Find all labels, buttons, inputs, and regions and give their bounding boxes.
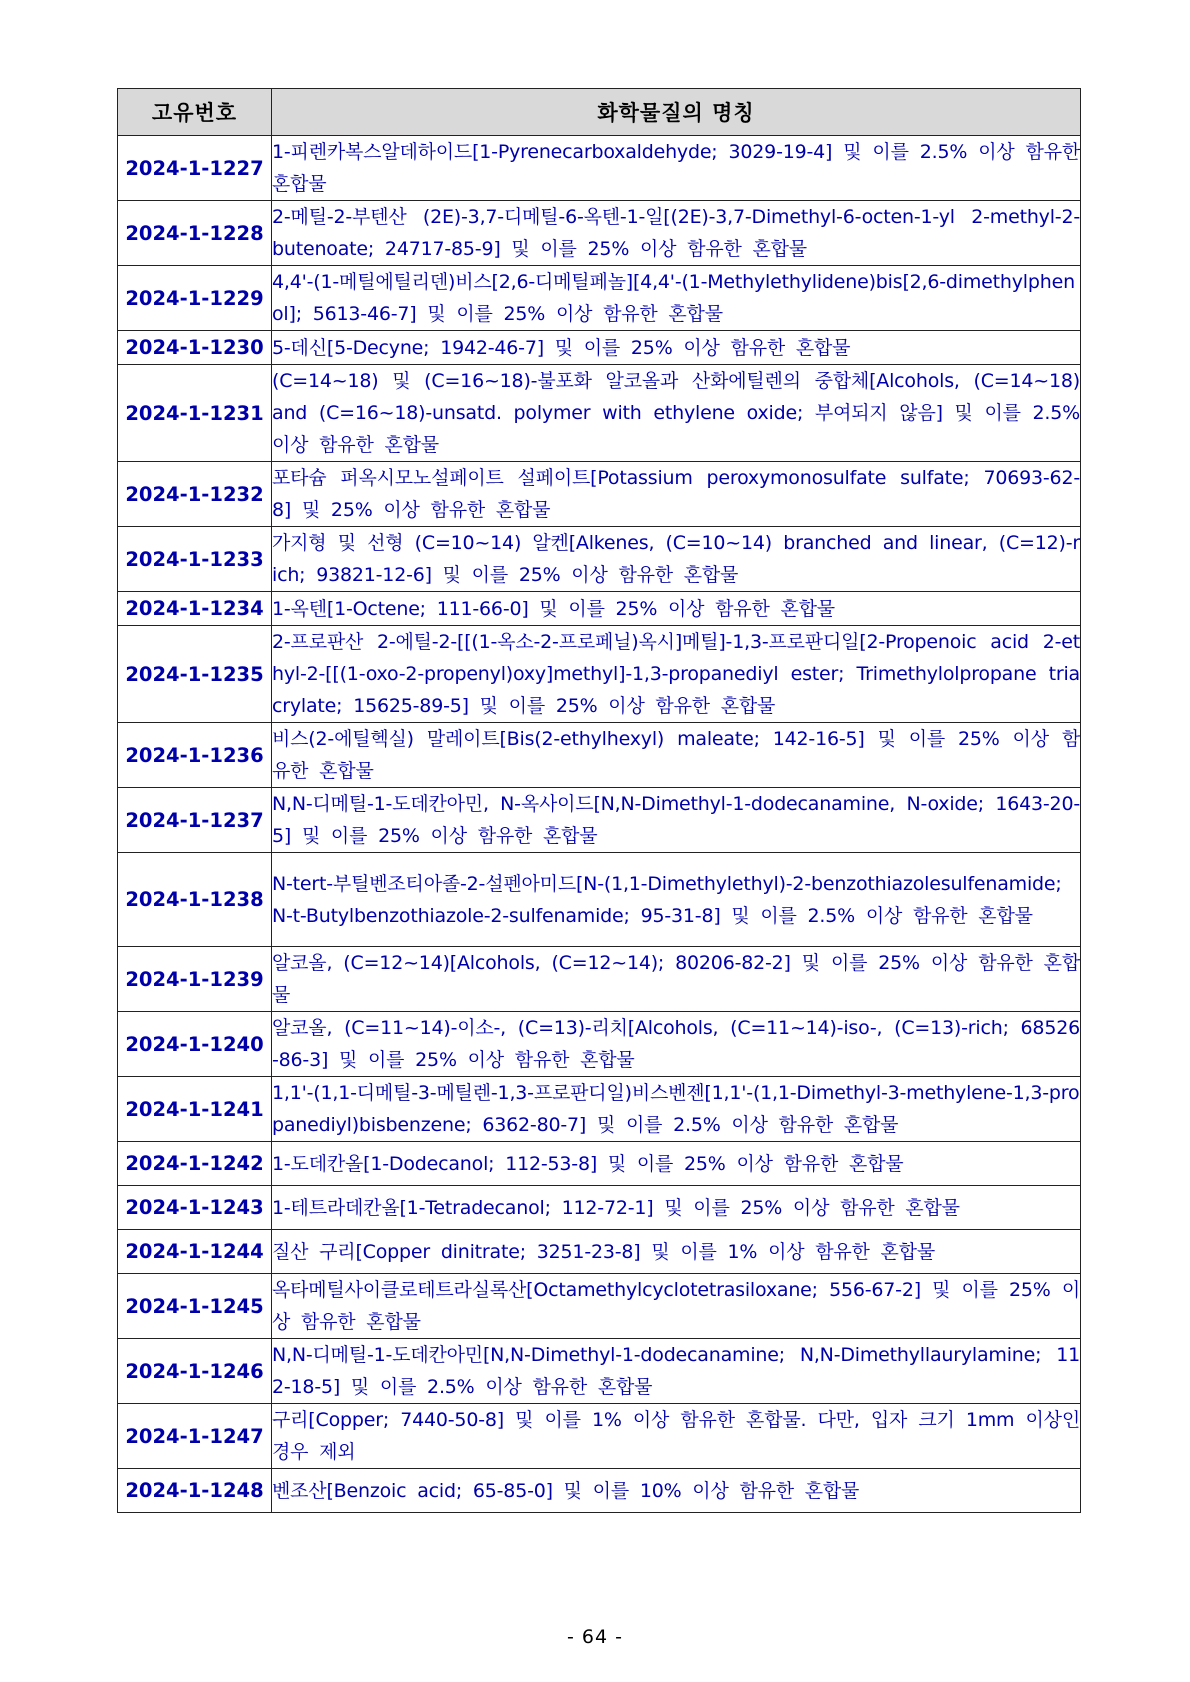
substance-id: 2024-1-1242	[118, 1142, 272, 1186]
substance-id: 2024-1-1233	[118, 527, 272, 592]
substance-id: 2024-1-1231	[118, 365, 272, 462]
table-row	[118, 853, 1081, 947]
table-row	[118, 947, 1081, 1012]
substance-id: 2024-1-1230	[118, 331, 272, 365]
substance-name: 1-옥텐[1-Octene; 111-66-0] 및 이를 25% 이상 함유한 혼합물	[272, 592, 1081, 626]
table-row	[118, 1230, 1081, 1274]
substance-id: 2024-1-1243	[118, 1186, 272, 1230]
table-row	[118, 1142, 1081, 1186]
substance-name: N,N-디메틸-1-도데칸아민, N-옥사이드[N,N-Dimethyl-1-dodecanamine, N-oxide; 1643-20-5] 및 이를 25% 이상 함유한 혼합물	[272, 788, 1081, 853]
header-name: 화학물질의 명칭	[272, 89, 1081, 136]
substance-name: 질산 구리[Copper dinitrate; 3251-23-8] 및 이를 1% 이상 함유한 혼합물	[272, 1230, 1081, 1274]
substance-id: 2024-1-1248	[118, 1469, 272, 1513]
substance-name: 1-테트라데칸올[1-Tetradecanol; 112-72-1] 및 이를 25% 이상 함유한 혼합물	[272, 1186, 1081, 1230]
table-row	[118, 266, 1081, 331]
substance-name: 비스(2-에틸헥실) 말레이트[Bis(2-ethylhexyl) maleate; 142-16-5] 및 이를 25% 이상 함유한 혼합물	[272, 723, 1081, 788]
substance-name: 포타슘 퍼옥시모노설페이트 설페이트[Potassium peroxymonosulfate sulfate; 70693-62-8] 및 25% 이상 함유한 혼합물	[272, 462, 1081, 527]
substance-name: 1,1'-(1,1-디메틸-3-메틸렌-1,3-프로판디일)비스벤젠[1,1'-(1,1-Dimethyl-3-methylene-1,3-propanediyl)bisbenzene; 6362-80-7] 및 이를 2.5% 이상 함유한 혼합물	[272, 1077, 1081, 1142]
substance-name: 가지형 및 선형 (C=10~14) 알켄[Alkenes, (C=10~14) branched and linear, (C=12)-rich; 93821-12-6] 및 이를 25% 이상 함유한 혼합물	[272, 527, 1081, 592]
table-row	[118, 723, 1081, 788]
substance-name: 2-메틸-2-부텐산 (2E)-3,7-디메틸-6-옥텐-1-일[(2E)-3,7-Dimethyl-6-octen-1-yl 2-methyl-2-butenoate; 24717-85-9] 및 이를 25% 이상 함유한 혼합물	[272, 201, 1081, 266]
substance-id: 2024-1-1229	[118, 266, 272, 331]
table-row	[118, 1012, 1081, 1077]
substance-name: 2-프로판산 2-에틸-2-[[(1-옥소-2-프로페닐)옥시]메틸]-1,3-프로판디일[2-Propenoic acid 2-ethyl-2-[[(1-oxo-2-propenyl)oxy]methyl]-1,3-propanediyl ester; Trimethylolpropane triacrylate; 15625-89-5] 및 이를 25% 이상 함유한 혼합물	[272, 626, 1081, 723]
page-number: - 64 -	[567, 1626, 623, 1648]
substance-name: 벤조산[Benzoic acid; 65-85-0] 및 이를 10% 이상 함유한 혼합물	[272, 1469, 1081, 1513]
table-row	[118, 331, 1081, 365]
substance-name: 4,4'-(1-메틸에틸리덴)비스[2,6-디메틸페놀][4,4'-(1-Methylethylidene)bis[2,6-dimethylphenol]; 5613-46-7] 및 이를 25% 이상 함유한 혼합물	[272, 266, 1081, 331]
substance-id: 2024-1-1227	[118, 136, 272, 201]
substance-name: 알코올, (C=11~14)-이소-, (C=13)-리치[Alcohols, (C=11~14)-iso-, (C=13)-rich; 68526-86-3] 및 이를 25% 이상 함유한 혼합물	[272, 1012, 1081, 1077]
substance-id: 2024-1-1246	[118, 1339, 272, 1404]
table-row	[118, 365, 1081, 462]
table-row	[118, 136, 1081, 201]
header-id: 고유번호	[118, 89, 272, 136]
substance-id: 2024-1-1240	[118, 1012, 272, 1077]
table-row	[118, 592, 1081, 626]
substance-id: 2024-1-1235	[118, 626, 272, 723]
substance-id: 2024-1-1245	[118, 1274, 272, 1339]
table-row	[118, 527, 1081, 592]
table-row	[118, 1404, 1081, 1469]
table-row	[118, 1469, 1081, 1513]
chemical-substance-table	[117, 88, 1081, 1513]
substance-id: 2024-1-1234	[118, 592, 272, 626]
table-row	[118, 1077, 1081, 1142]
substance-name: 옥타메틸사이클로테트라실록산[Octamethylcyclotetrasiloxane; 556-67-2] 및 이를 25% 이상 함유한 혼합물	[272, 1274, 1081, 1339]
substance-name: N,N-디메틸-1-도데칸아민[N,N-Dimethyl-1-dodecanamine; N,N-Dimethyllaurylamine; 112-18-5] 및 이를 2.5% 이상 함유한 혼합물	[272, 1339, 1081, 1404]
substance-id: 2024-1-1237	[118, 788, 272, 853]
substance-name: 알코올, (C=12~14)[Alcohols, (C=12~14); 80206-82-2] 및 이를 25% 이상 함유한 혼합물	[272, 947, 1081, 1012]
substance-name: 1-피렌카복스알데하이드[1-Pyrenecarboxaldehyde; 3029-19-4] 및 이를 2.5% 이상 함유한 혼합물	[272, 136, 1081, 201]
substance-id: 2024-1-1241	[118, 1077, 272, 1142]
table-row	[118, 626, 1081, 723]
substance-id: 2024-1-1247	[118, 1404, 272, 1469]
substance-id: 2024-1-1228	[118, 201, 272, 266]
table-row	[118, 1339, 1081, 1404]
table-row	[118, 788, 1081, 853]
table-row	[118, 1186, 1081, 1230]
table-row	[118, 1274, 1081, 1339]
substance-id: 2024-1-1244	[118, 1230, 272, 1274]
substance-id: 2024-1-1239	[118, 947, 272, 1012]
substance-id: 2024-1-1232	[118, 462, 272, 527]
substance-id: 2024-1-1236	[118, 723, 272, 788]
table-header-row	[118, 89, 1081, 136]
substance-name: 구리[Copper; 7440-50-8] 및 이를 1% 이상 함유한 혼합물. 다만, 입자 크기 1mm 이상인 경우 제외	[272, 1404, 1081, 1469]
substance-name: 1-도데칸올[1-Dodecanol; 112-53-8] 및 이를 25% 이상 함유한 혼합물	[272, 1142, 1081, 1186]
substance-name: (C=14~18) 및 (C=16~18)-불포화 알코올과 산화에틸렌의 중합체[Alcohols, (C=14~18) and (C=16~18)-unsatd. polymer with ethylene oxide; 부여되지 않음] 및 이를 2.5% 이상 함유한 혼합물	[272, 365, 1081, 462]
table-row	[118, 462, 1081, 527]
substance-name: N-tert-부틸벤조티아졸-2-설펜아미드[N-(1,1-Dimethylethyl)-2-benzothiazolesulfenamide; N-t-Butylbenzothiazole-2-sulfenamide; 95-31-8] 및 이를 2.5% 이상 함유한 혼합물	[272, 853, 1081, 947]
table-row	[118, 201, 1081, 266]
substance-id: 2024-1-1238	[118, 853, 272, 947]
substance-name: 5-데신[5-Decyne; 1942-46-7] 및 이를 25% 이상 함유한 혼합물	[272, 331, 1081, 365]
